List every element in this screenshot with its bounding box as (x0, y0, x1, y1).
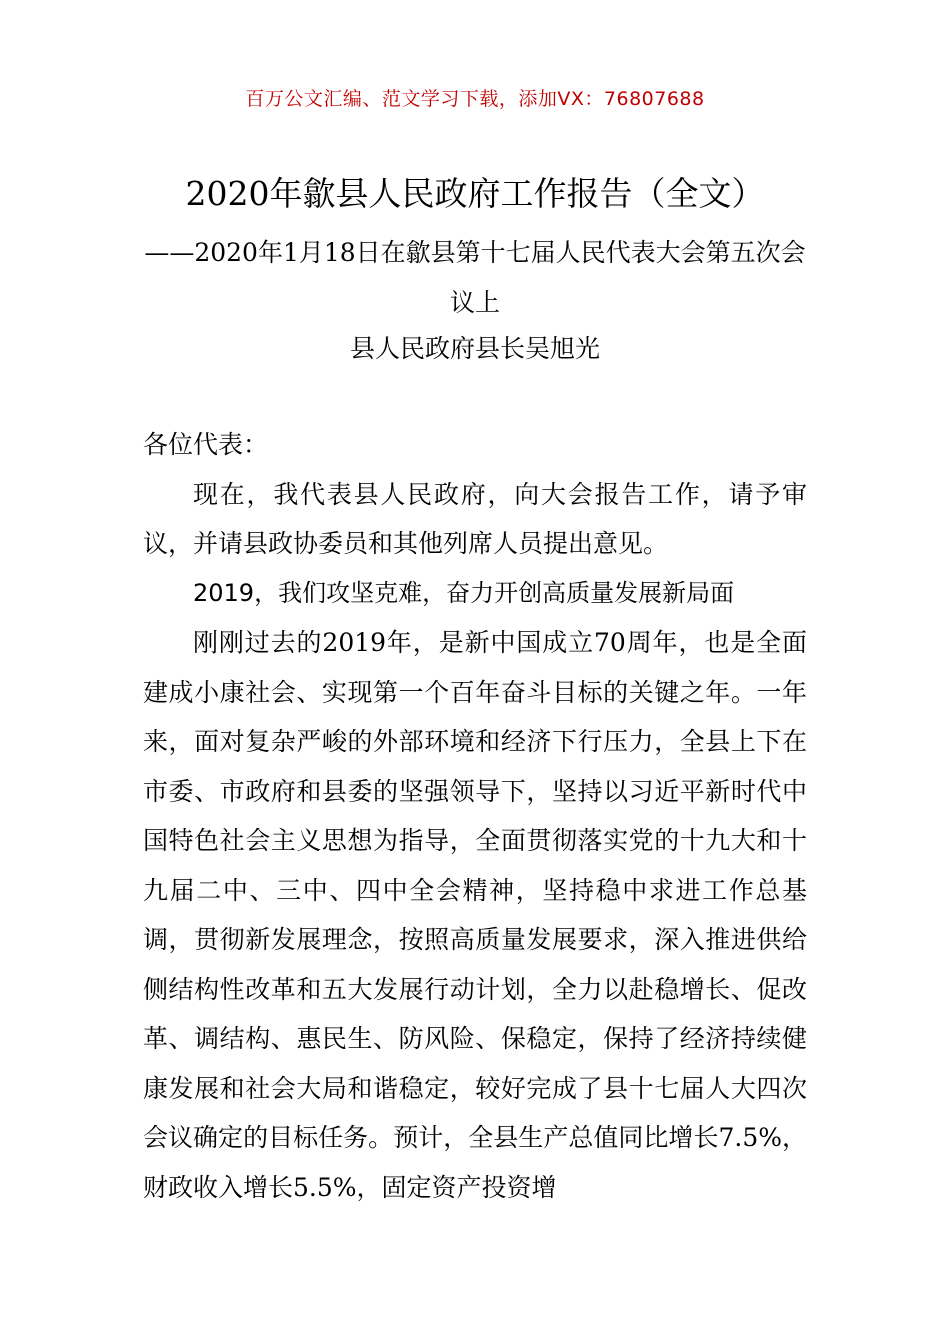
document-author: 县人民政府县长吴旭光 (349, 334, 600, 363)
salutation: 各位代表： (143, 430, 269, 459)
paragraph-review: 刚刚过去的2019年，是新中国成立70周年，也是全面建成小康社会、实现第一个百年奋斗目标的关键之年。一年来，面对复杂严峻的外部环境和经济下行压力，全县上下在市委、市政府和县委的坚强领导下，坚持以习近平新时代中国特色社会主义思想为指导，全面贯彻落实党的十九大和十九届二中、三中、四中全会精神，坚持稳中求进工作总基调，贯彻新发展理念，按照高质量发展要求，深入推进供给侧结构性改革和五大发展行动计划，全力以赴稳增长、促改革、调结构、惠民生、防风险、保稳定，保持了经济持续健康发展和社会大局和谐稳定，较好完成了县十七届人大四次会议确定的目标任务。预计，全县生产总值同比增长7.5%，财政收入增长5.5%，固定资产投资增 (143, 628, 807, 1202)
document-body (143, 420, 807, 1212)
document-title: 2020年歙县人民政府工作报告（全文） (185, 174, 765, 213)
header-watermark-note: 百万公文汇编、范文学习下载，添加VX：76807688 (245, 88, 705, 110)
document-subtitle: ——2020年1月18日在歙县第十七届人民代表大会第五次会议上 (144, 238, 806, 317)
section-heading: 2019，我们攻坚克难，奋力开创高质量发展新局面 (193, 578, 735, 607)
paragraph-intro: 现在，我代表县人民政府，向大会报告工作，请予审议，并请县政协委员和其他列席人员提出意见。 (143, 479, 807, 558)
